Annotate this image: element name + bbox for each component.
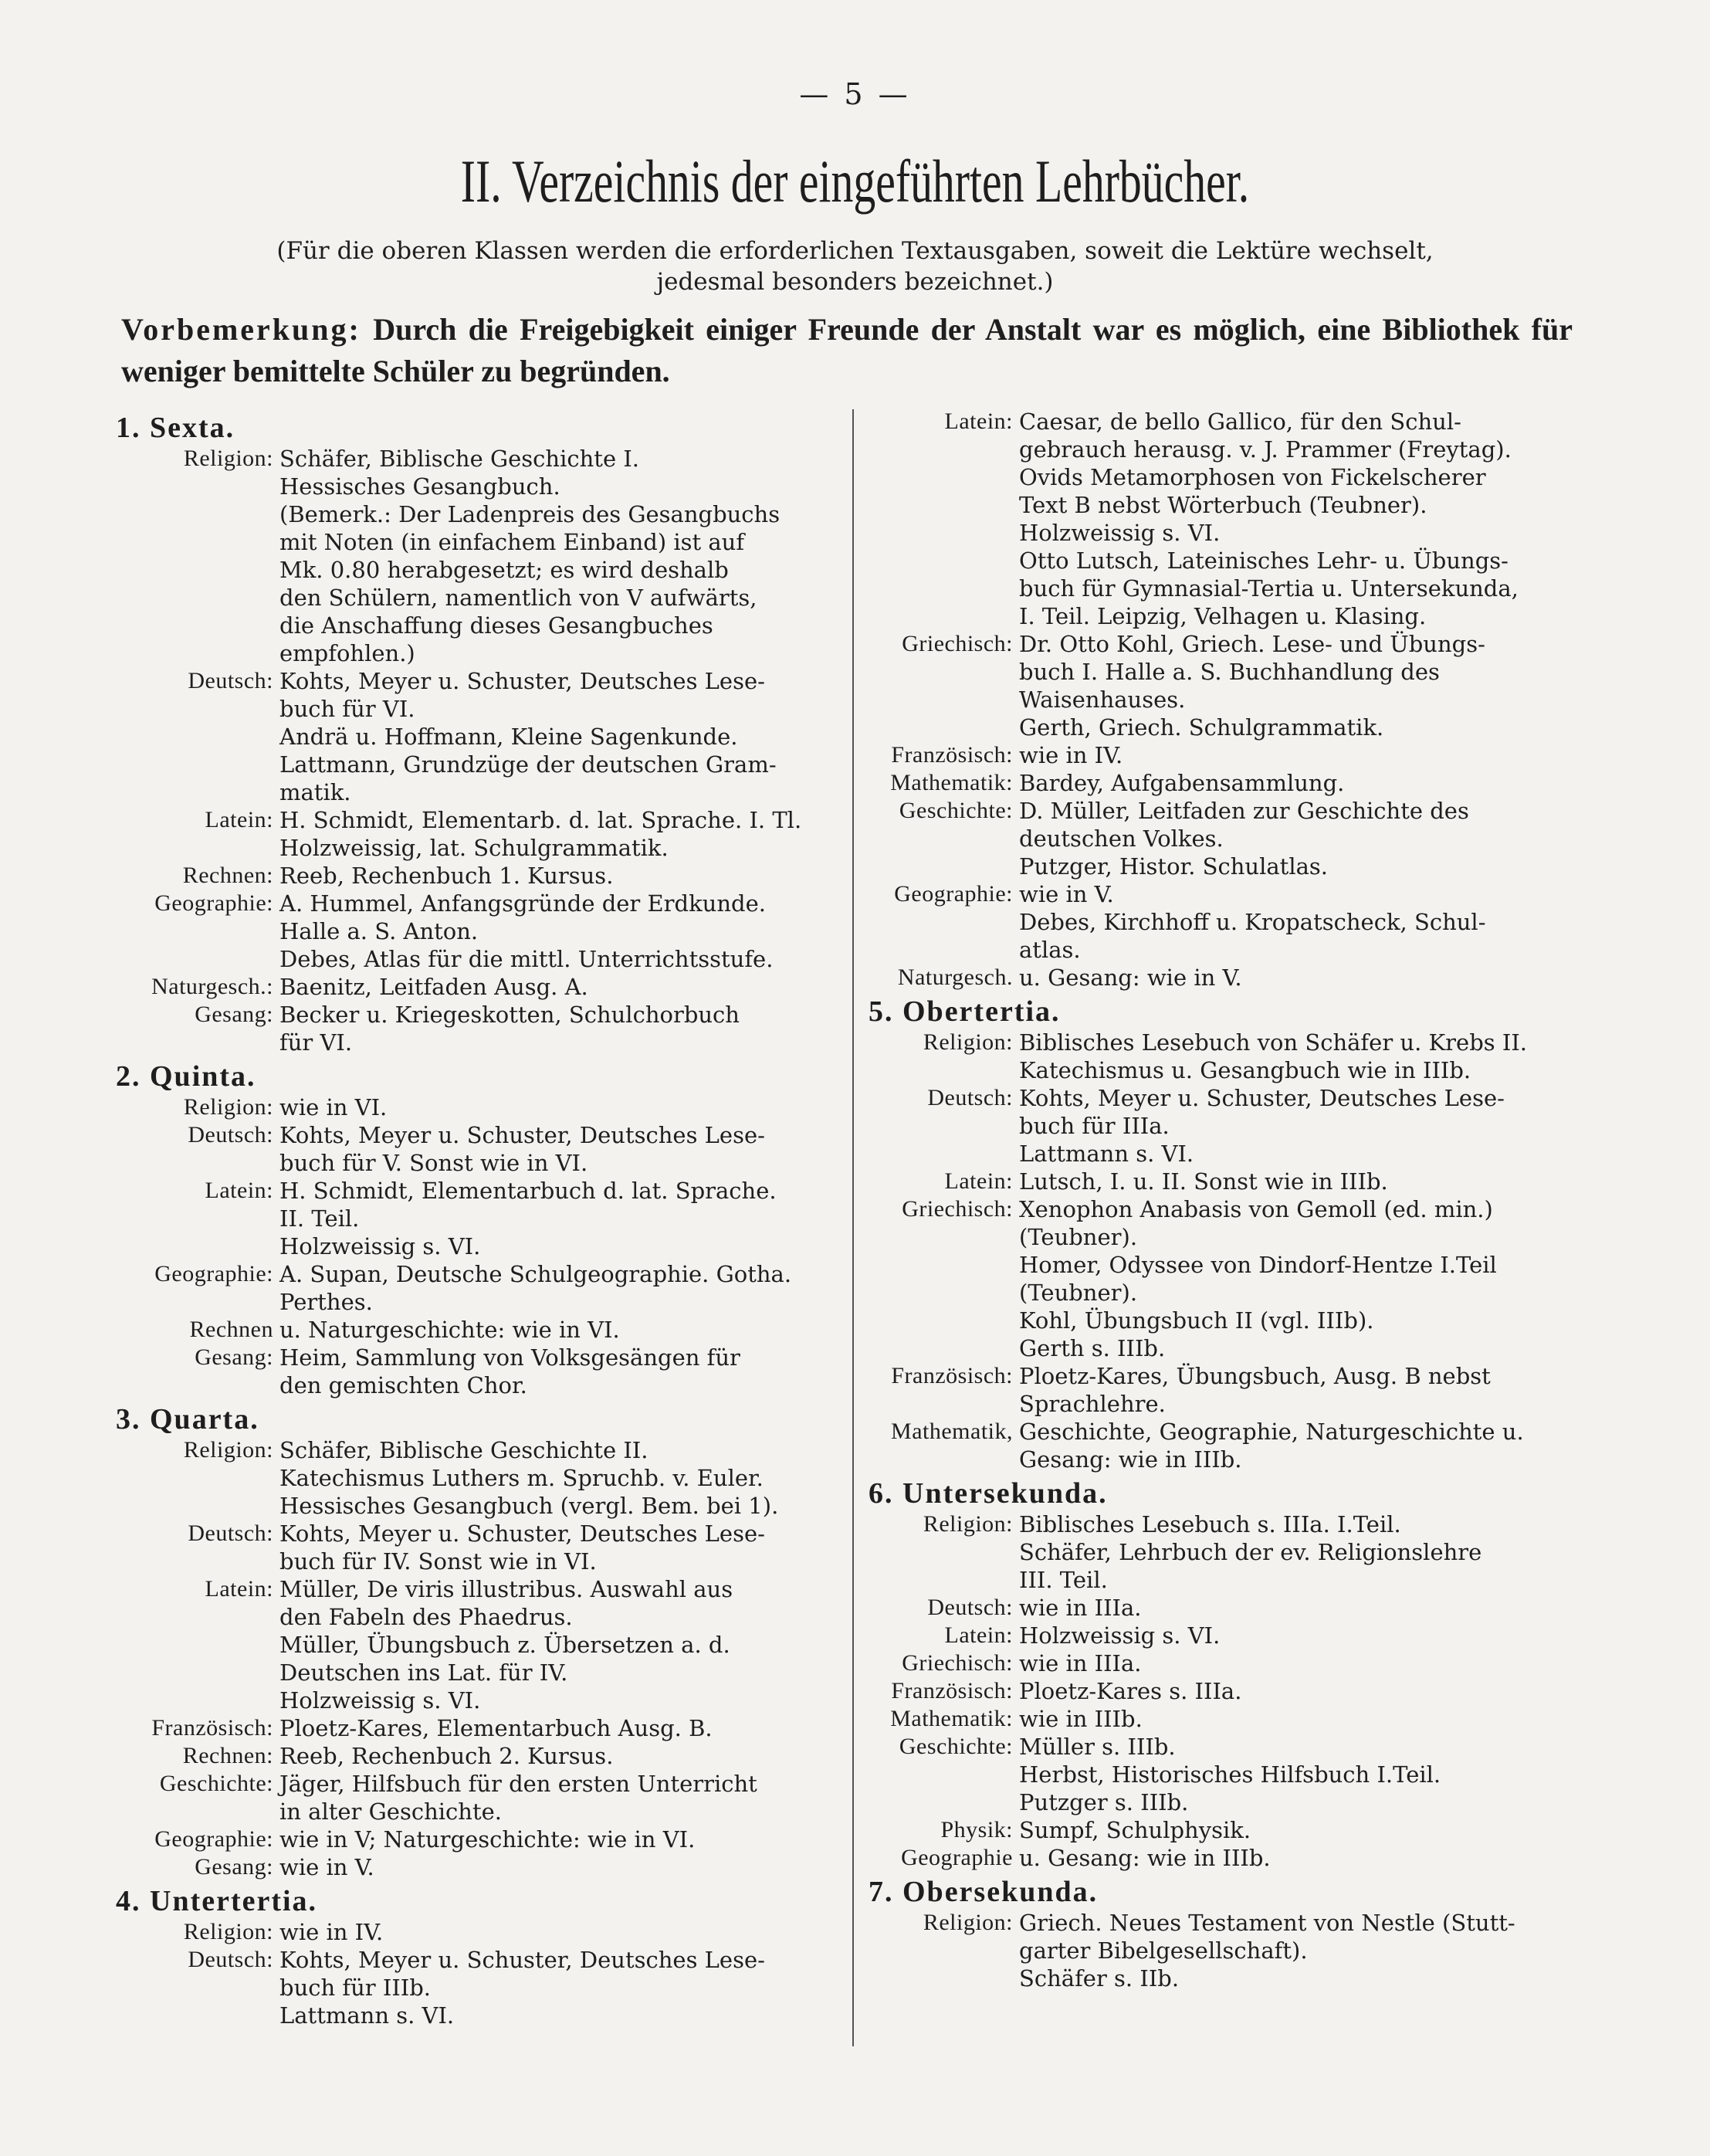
subject-row bbox=[869, 1195, 1579, 1362]
section-heading: 2. Quinta. bbox=[116, 1060, 256, 1093]
book-list bbox=[1019, 1844, 1579, 1872]
book-list bbox=[1019, 880, 1579, 964]
subject-row bbox=[869, 1733, 1579, 1816]
page-title: II. Verzeichnis der eingeführten Lehrbücher. bbox=[460, 147, 1250, 215]
book-list bbox=[279, 1260, 830, 1316]
book-line: wie in V. bbox=[1019, 881, 1114, 907]
book-line: für VI. bbox=[279, 1029, 353, 1056]
subject-label: Latein: bbox=[205, 1576, 273, 1602]
subject-row bbox=[116, 806, 830, 862]
book-line: Deutschen ins Lat. für IV. bbox=[279, 1659, 568, 1686]
book-list bbox=[1019, 630, 1579, 741]
book-line: Kohts, Meyer u. Schuster, Deutsches Lese- bbox=[279, 1520, 765, 1547]
book-line: buch für IIIa. bbox=[1019, 1113, 1170, 1139]
preliminary-remark-text: Durch die Freigebigkeit einiger Freunde der Anstalt war es möglich, eine Bibliothek für weniger bemittelte Schüler zu begründen. bbox=[121, 312, 1573, 388]
book-line: Putzger s. IIIb. bbox=[1019, 1789, 1189, 1815]
book-line: Kohts, Meyer u. Schuster, Deutsches Lese- bbox=[1019, 1085, 1505, 1111]
title-note-line: jedesmal besonders bezeichnet.) bbox=[656, 268, 1054, 296]
subject-row bbox=[869, 1622, 1579, 1649]
book-list bbox=[1019, 769, 1579, 797]
book-list bbox=[279, 1825, 830, 1853]
subject-row bbox=[116, 1344, 830, 1399]
subject-row bbox=[869, 1418, 1579, 1473]
subject-label: Naturgesch. bbox=[897, 964, 1013, 990]
book-line: Kohts, Meyer u. Schuster, Deutsches Lese- bbox=[279, 1122, 765, 1148]
book-line: Text B nebst Wörterbuch (Teubner). bbox=[1019, 492, 1427, 518]
book-line: Debes, Kirchhoff u. Kropatscheck, Schul- bbox=[1019, 909, 1486, 935]
subject-label: Naturgesch.: bbox=[151, 974, 273, 999]
book-line: Bardey, Aufgabensammlung. bbox=[1019, 770, 1345, 796]
book-line: (Teubner). bbox=[1019, 1280, 1138, 1306]
subject-label: Französisch: bbox=[151, 1715, 273, 1741]
book-line: Jäger, Hilfsbuch für den ersten Unterricht bbox=[279, 1771, 757, 1797]
book-list bbox=[279, 1177, 830, 1260]
title-note-line: (Für die oberen Klassen werden die erforderlichen Textausgaben, soweit die Lektüre wechselt, bbox=[276, 237, 1434, 265]
subject-label: Geographie: bbox=[154, 1261, 273, 1286]
subject-label: Geographie: bbox=[154, 1826, 273, 1852]
subject-row bbox=[869, 1510, 1579, 1594]
book-line: Geschichte, Geographie, Naturgeschichte u. bbox=[1019, 1419, 1524, 1445]
subject-label: Deutsch: bbox=[188, 1122, 273, 1147]
subject-label: Religion: bbox=[183, 1919, 273, 1944]
subject-row bbox=[116, 1001, 830, 1056]
book-list bbox=[1019, 1084, 1579, 1168]
subject-label: Deutsch: bbox=[927, 1085, 1013, 1110]
book-list bbox=[279, 1742, 830, 1770]
book-list bbox=[1019, 1168, 1579, 1195]
section-obersekunda bbox=[869, 1875, 1579, 1992]
book-line: Sprachlehre. bbox=[1019, 1391, 1166, 1417]
book-list bbox=[279, 1575, 830, 1714]
book-line: Lutsch, I. u. II. Sonst wie in IIIb. bbox=[1019, 1168, 1388, 1195]
book-line: buch I. Halle a. S. Buchhandlung des bbox=[1019, 659, 1440, 685]
book-line: (Bemerk.: Der Ladenpreis des Gesangbuchs bbox=[279, 501, 781, 527]
book-list bbox=[1019, 1622, 1579, 1649]
book-line: wie in IIIa. bbox=[1019, 1650, 1142, 1676]
book-list bbox=[279, 1316, 830, 1344]
book-line: Putzger, Histor. Schulatlas. bbox=[1019, 853, 1328, 880]
book-line: wie in VI. bbox=[279, 1094, 388, 1120]
book-line: Gerth s. IIIb. bbox=[1019, 1335, 1166, 1361]
subject-label: Geschichte: bbox=[899, 1734, 1013, 1759]
subject-row bbox=[869, 741, 1579, 769]
book-line: wie in IV. bbox=[1019, 742, 1123, 768]
subject-label: Griechisch: bbox=[902, 1196, 1013, 1222]
book-list bbox=[1019, 1362, 1579, 1418]
book-line: atlas. bbox=[1019, 937, 1081, 963]
subject-label: Religion: bbox=[923, 1029, 1013, 1055]
subject-label: Religion: bbox=[183, 1094, 273, 1120]
subject-row bbox=[869, 1029, 1579, 1084]
book-line: Holzweissig, lat. Schulgrammatik. bbox=[279, 835, 669, 861]
subject-label: Deutsch: bbox=[927, 1595, 1013, 1620]
book-line: Sumpf, Schulphysik. bbox=[1019, 1817, 1251, 1843]
book-list bbox=[279, 667, 830, 806]
book-line: Herbst, Historisches Hilfsbuch I.Teil. bbox=[1019, 1761, 1441, 1788]
book-list bbox=[1019, 1677, 1579, 1705]
subject-label: Latein: bbox=[205, 1178, 273, 1203]
section-quinta bbox=[116, 1059, 830, 1399]
book-list bbox=[1019, 408, 1579, 630]
book-list bbox=[279, 1918, 830, 1946]
book-line: Ploetz-Kares, Elementarbuch Ausg. B. bbox=[279, 1715, 713, 1741]
book-list bbox=[1019, 1029, 1579, 1084]
book-line: Baenitz, Leitfaden Ausg. A. bbox=[279, 974, 588, 1000]
subject-label: Latein: bbox=[944, 408, 1013, 434]
book-line: H. Schmidt, Elementarbuch d. lat. Sprache. bbox=[279, 1178, 777, 1204]
subject-row bbox=[116, 973, 830, 1001]
book-line: Biblisches Lesebuch s. IIIa. I.Teil. bbox=[1019, 1511, 1401, 1537]
book-line: buch für Gymnasial-Tertia u. Untersekunda, bbox=[1019, 575, 1519, 602]
book-list bbox=[279, 1093, 830, 1121]
subject-label: Religion: bbox=[923, 1511, 1013, 1537]
book-line: Dr. Otto Kohl, Griech. Lese- und Übungs- bbox=[1019, 631, 1485, 657]
subject-label: Geographie: bbox=[154, 890, 273, 916]
subject-row bbox=[869, 964, 1579, 992]
subject-row bbox=[116, 1177, 830, 1260]
book-line: III. Teil. bbox=[1019, 1567, 1108, 1593]
subject-label: Rechnen: bbox=[182, 1743, 273, 1768]
section-heading: 6. Untersekunda. bbox=[869, 1477, 1108, 1510]
subject-row bbox=[116, 1918, 830, 1946]
book-line: Lattmann s. VI. bbox=[279, 2002, 455, 2029]
book-line: wie in IIIa. bbox=[1019, 1595, 1142, 1621]
book-list bbox=[279, 1344, 830, 1399]
book-list bbox=[1019, 1195, 1579, 1362]
subject-label: Griechisch: bbox=[902, 631, 1013, 656]
page-number: — 5 — bbox=[799, 77, 911, 111]
right-column bbox=[869, 408, 1579, 1992]
book-line: Xenophon Anabasis von Gemoll (ed. min.) bbox=[1019, 1196, 1493, 1222]
subject-label: Mathematik: bbox=[890, 1706, 1013, 1731]
subject-row bbox=[116, 1316, 830, 1344]
section-untersekunda bbox=[869, 1476, 1579, 1872]
subject-label: Mathematik: bbox=[890, 770, 1013, 795]
book-list bbox=[1019, 741, 1579, 769]
book-line: wie in V. bbox=[279, 1854, 374, 1880]
book-line: Homer, Odyssee von Dindorf-Hentze I.Teil bbox=[1019, 1252, 1497, 1278]
book-list bbox=[1019, 1705, 1579, 1733]
book-line: Perthes. bbox=[279, 1289, 373, 1315]
subject-row bbox=[116, 667, 830, 806]
subject-row bbox=[869, 1362, 1579, 1418]
book-line: empfohlen.) bbox=[279, 640, 415, 666]
book-list bbox=[279, 890, 830, 973]
book-list bbox=[279, 973, 830, 1001]
subject-row bbox=[869, 797, 1579, 880]
subject-row bbox=[869, 1168, 1579, 1195]
subject-row bbox=[869, 1705, 1579, 1733]
book-list bbox=[1019, 1510, 1579, 1594]
book-list bbox=[279, 1714, 830, 1742]
book-line: Kohts, Meyer u. Schuster, Deutsches Lese- bbox=[279, 1947, 765, 1973]
book-line: Lattmann, Grundzüge der deutschen Gram- bbox=[279, 751, 777, 778]
book-line: Debes, Atlas für die mittl. Unterrichtsstufe. bbox=[279, 946, 774, 972]
subject-label: Deutsch: bbox=[188, 668, 273, 693]
subject-row bbox=[869, 1677, 1579, 1705]
subject-label: Griechisch: bbox=[902, 1650, 1013, 1676]
book-list bbox=[279, 1946, 830, 2029]
book-line: Biblisches Lesebuch von Schäfer u. Krebs II. bbox=[1019, 1029, 1527, 1056]
book-line: Halle a. S. Anton. bbox=[279, 918, 479, 944]
book-line: Hessisches Gesangbuch (vergl. Bem. bei 1). bbox=[279, 1493, 779, 1519]
subject-label: Gesang: bbox=[195, 1854, 273, 1880]
book-line: gebrauch herausg. v. J. Prammer (Freytag). bbox=[1019, 436, 1512, 463]
subject-label: Gesang: bbox=[195, 1344, 273, 1370]
subject-row bbox=[116, 1121, 830, 1177]
subject-label: Latein: bbox=[205, 807, 273, 832]
book-list bbox=[279, 1770, 830, 1825]
book-line: u. Naturgeschichte: wie in VI. bbox=[279, 1317, 620, 1343]
book-line: H. Schmidt, Elementarb. d. lat. Sprache. I. Tl. bbox=[279, 807, 802, 833]
left-column bbox=[116, 408, 830, 2029]
subject-label: Mathematik, bbox=[891, 1419, 1013, 1444]
book-line: Caesar, de bello Gallico, für den Schul- bbox=[1019, 408, 1461, 435]
book-line: buch für VI. bbox=[279, 696, 415, 722]
book-list bbox=[1019, 1418, 1579, 1473]
book-line: garter Bibelgesellschaft). bbox=[1019, 1937, 1308, 1964]
book-line: Schäfer s. IIb. bbox=[1019, 1965, 1180, 1992]
section-obertertia bbox=[869, 995, 1579, 1473]
book-line: (Teubner). bbox=[1019, 1224, 1138, 1250]
book-line: Otto Lutsch, Lateinisches Lehr- u. Übungs- bbox=[1019, 547, 1509, 574]
subject-label: Deutsch: bbox=[188, 1947, 273, 1972]
section-sexta bbox=[116, 411, 830, 1056]
book-list bbox=[1019, 1816, 1579, 1844]
subject-label: Rechnen: bbox=[182, 863, 273, 888]
book-line: deutschen Volkes. bbox=[1019, 825, 1224, 852]
book-list bbox=[279, 862, 830, 890]
book-line: Kohts, Meyer u. Schuster, Deutsches Lese- bbox=[279, 668, 765, 694]
subject-label: Französisch: bbox=[891, 1678, 1013, 1703]
book-list bbox=[1019, 964, 1579, 992]
book-line: Mk. 0.80 herabgesetzt; es wird deshalb bbox=[279, 557, 729, 583]
book-line: Andrä u. Hoffmann, Kleine Sagenkunde. bbox=[279, 724, 738, 750]
column-divider bbox=[852, 409, 854, 2046]
book-line: Müller, Übungsbuch z. Übersetzen a. d. bbox=[279, 1632, 730, 1658]
book-list bbox=[279, 1853, 830, 1881]
subject-label: Rechnen bbox=[189, 1317, 273, 1342]
subject-row bbox=[869, 880, 1579, 964]
book-line: Holzweissig s. VI. bbox=[279, 1233, 481, 1259]
subject-row bbox=[869, 408, 1579, 630]
book-line: u. Gesang: wie in IIIb. bbox=[1019, 1845, 1271, 1871]
book-line: den gemischten Chor. bbox=[279, 1372, 527, 1398]
book-line: Reeb, Rechenbuch 2. Kursus. bbox=[279, 1743, 614, 1769]
book-line: Ploetz-Kares s. IIIa. bbox=[1019, 1678, 1242, 1704]
subject-label: Geographie bbox=[901, 1845, 1013, 1870]
book-line: Holzweissig s. VI. bbox=[279, 1687, 481, 1714]
section-heading: 5. Obertertia. bbox=[869, 995, 1061, 1028]
section-quarta bbox=[116, 1402, 830, 1881]
book-line: Katechismus Luthers m. Spruchb. v. Euler. bbox=[279, 1465, 764, 1491]
section-untertertia bbox=[116, 1884, 830, 2029]
subject-row bbox=[116, 1742, 830, 1770]
subject-row bbox=[869, 1909, 1579, 1992]
subject-row bbox=[869, 1844, 1579, 1872]
subject-row bbox=[116, 1825, 830, 1853]
book-list bbox=[1019, 1909, 1579, 1992]
subject-label: Französisch: bbox=[891, 742, 1013, 768]
book-line: Holzweissig s. VI. bbox=[1019, 520, 1221, 546]
section-heading: 3. Quarta. bbox=[116, 1403, 259, 1436]
book-line: in alter Geschichte. bbox=[279, 1798, 502, 1825]
book-list bbox=[279, 806, 830, 862]
subject-label: Latein: bbox=[944, 1168, 1013, 1194]
subject-label: Gesang: bbox=[195, 1002, 273, 1027]
book-list bbox=[279, 1121, 830, 1177]
book-line: Lattmann s. VI. bbox=[1019, 1141, 1194, 1167]
book-line: II. Teil. bbox=[279, 1205, 360, 1232]
subject-row bbox=[116, 1575, 830, 1714]
book-list bbox=[1019, 797, 1579, 880]
subject-label: Physik: bbox=[940, 1817, 1013, 1842]
subject-label: Geographie: bbox=[894, 881, 1013, 907]
section-heading: 7. Obersekunda. bbox=[869, 1876, 1099, 1908]
book-line: A. Hummel, Anfangsgründe der Erdkunde. bbox=[279, 890, 766, 917]
title-note bbox=[193, 236, 1517, 297]
book-line: wie in IV. bbox=[279, 1919, 384, 1945]
subject-row bbox=[116, 1436, 830, 1520]
subject-row bbox=[869, 630, 1579, 741]
book-list bbox=[1019, 1594, 1579, 1622]
book-line: buch für V. Sonst wie in VI. bbox=[279, 1150, 588, 1176]
subject-row bbox=[869, 1649, 1579, 1677]
book-line: den Fabeln des Phaedrus. bbox=[279, 1604, 573, 1630]
preliminary-remark-label: Vorbemerkung: bbox=[121, 312, 361, 347]
preliminary-remark bbox=[121, 309, 1573, 392]
book-line: buch für IIIb. bbox=[279, 1975, 432, 2001]
subject-label: Geschichte: bbox=[899, 798, 1013, 823]
book-line: Griech. Neues Testament von Nestle (Stutt- bbox=[1019, 1910, 1515, 1936]
book-list bbox=[279, 1001, 830, 1056]
subject-label: Religion: bbox=[183, 446, 273, 471]
subject-row bbox=[869, 1084, 1579, 1168]
subject-row bbox=[116, 1714, 830, 1742]
book-line: Katechismus u. Gesangbuch wie in IIIb. bbox=[1019, 1057, 1471, 1083]
subject-row bbox=[116, 1853, 830, 1881]
book-line: Gerth, Griech. Schulgrammatik. bbox=[1019, 714, 1384, 741]
book-line: Müller, De viris illustribus. Auswahl aus bbox=[279, 1576, 733, 1602]
book-line: Heim, Sammlung von Volksgesängen für bbox=[279, 1344, 740, 1371]
subject-row bbox=[116, 890, 830, 973]
subject-row bbox=[116, 1770, 830, 1825]
subject-row bbox=[869, 769, 1579, 797]
book-list bbox=[1019, 1649, 1579, 1677]
book-line: Schäfer, Biblische Geschichte II. bbox=[279, 1437, 648, 1463]
book-line: Schäfer, Lehrbuch der ev. Religionslehre bbox=[1019, 1539, 1482, 1565]
book-line: I. Teil. Leipzig, Velhagen u. Klasing. bbox=[1019, 603, 1427, 629]
book-line: den Schülern, namentlich von V aufwärts, bbox=[279, 585, 757, 611]
book-line: Kohl, Übungsbuch II (vgl. IIIb). bbox=[1019, 1307, 1374, 1334]
subject-label: Französisch: bbox=[891, 1363, 1013, 1388]
subject-label: Latein: bbox=[944, 1622, 1013, 1648]
book-list bbox=[279, 1436, 830, 1520]
subject-row bbox=[116, 1093, 830, 1121]
section-heading: 4. Untertertia. bbox=[116, 1885, 318, 1917]
book-line: Becker u. Kriegeskotten, Schulchorbuch bbox=[279, 1002, 740, 1028]
subject-label: Geschichte: bbox=[159, 1771, 273, 1796]
subject-row bbox=[116, 1520, 830, 1575]
book-line: Gesang: wie in IIIb. bbox=[1019, 1446, 1242, 1473]
book-line: wie in IIIb. bbox=[1019, 1706, 1143, 1732]
subject-row bbox=[116, 445, 830, 667]
subject-label: Religion: bbox=[923, 1910, 1013, 1935]
subject-row bbox=[869, 1816, 1579, 1844]
book-list bbox=[279, 1520, 830, 1575]
subject-row bbox=[116, 862, 830, 890]
book-line: Ovids Metamorphosen von Fickelscherer bbox=[1019, 464, 1486, 490]
subject-row bbox=[116, 1946, 830, 2029]
book-line: Reeb, Rechenbuch 1. Kursus. bbox=[279, 863, 614, 889]
book-line: Hessisches Gesangbuch. bbox=[279, 473, 560, 500]
book-line: mit Noten (in einfachem Einband) ist auf bbox=[279, 529, 745, 555]
book-line: wie in V; Naturgeschichte: wie in VI. bbox=[279, 1826, 696, 1853]
book-line: D. Müller, Leitfaden zur Geschichte des bbox=[1019, 798, 1469, 824]
subject-row bbox=[116, 1260, 830, 1316]
book-line: Holzweissig s. VI. bbox=[1019, 1622, 1221, 1649]
book-line: buch für IV. Sonst wie in VI. bbox=[279, 1548, 597, 1575]
subject-label: Religion: bbox=[183, 1437, 273, 1463]
book-line: Waisenhauses. bbox=[1019, 686, 1186, 713]
book-line: Ploetz-Kares, Übungsbuch, Ausg. B nebst bbox=[1019, 1363, 1491, 1389]
book-line: matik. bbox=[279, 779, 351, 805]
book-line: Müller s. IIIb. bbox=[1019, 1734, 1176, 1760]
book-list bbox=[1019, 1733, 1579, 1816]
subject-label: Deutsch: bbox=[188, 1520, 273, 1546]
book-line: A. Supan, Deutsche Schulgeographie. Gotha. bbox=[279, 1261, 792, 1287]
subject-row bbox=[869, 1594, 1579, 1622]
section-heading: 1. Sexta. bbox=[116, 412, 235, 444]
section-untertertia-continued bbox=[869, 408, 1579, 992]
book-line: u. Gesang: wie in V. bbox=[1019, 964, 1242, 991]
book-line: die Anschaffung dieses Gesangbuches bbox=[279, 612, 713, 639]
book-line: Schäfer, Biblische Geschichte I. bbox=[279, 446, 639, 472]
book-list bbox=[279, 445, 830, 667]
